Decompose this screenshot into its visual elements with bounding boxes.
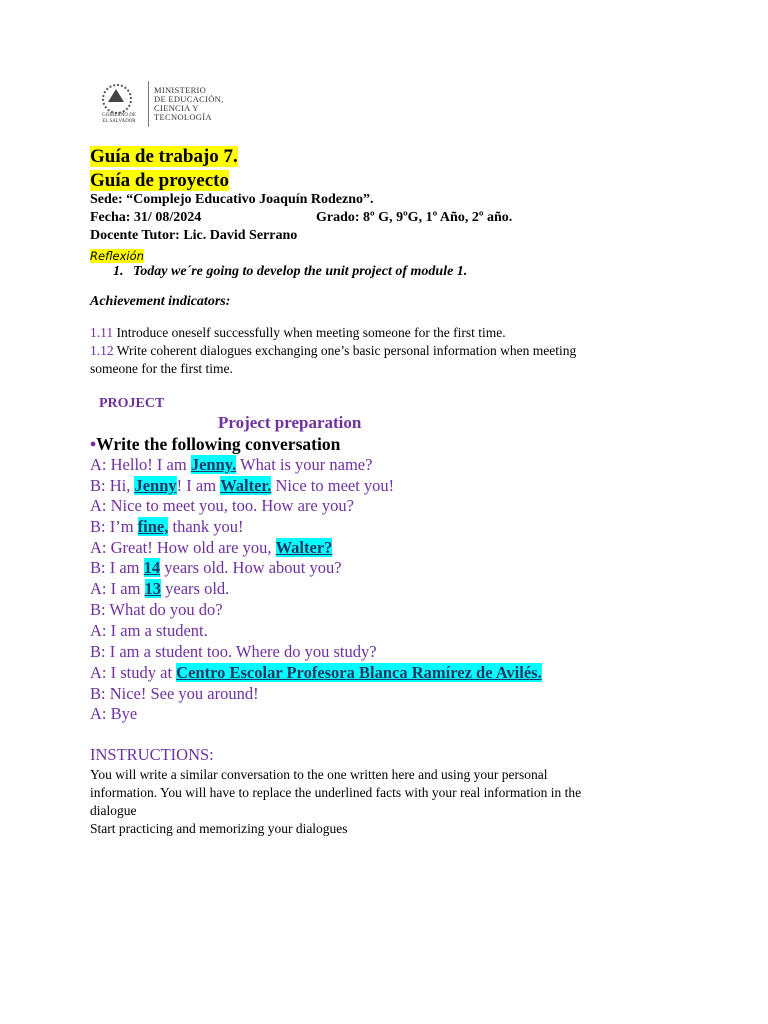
dialogue-text: A: Great! How old are you, [90,538,276,557]
dialogue-line: B: What do you do? [90,600,223,619]
indicator-1-text: Introduce oneself successfully when meeting someone for the first time. [113,325,506,340]
fact-name: Jenny [134,476,177,495]
objective-text: Today we´re going to develop the unit project of module 1. [133,264,468,279]
dialogue-line: B: I am a student too. Where do you study? [90,642,377,661]
sede-line: Sede: “Complejo Educativo Joaquín Rodezno”. [90,192,374,207]
dialogue-line: A: Nice to meet you, too. How are you? [90,496,354,515]
dialogue-line [90,455,372,475]
dialogue-text: Nice to meet you! [271,476,395,495]
fact-feeling: fine, [137,517,169,536]
docente-line: Docente Tutor: Lic. David Serrano [90,228,298,243]
indicator-2 [90,343,576,359]
dialogue-text: A: I study at [90,663,177,682]
ministry-logo [94,80,224,128]
write-heading: Write the following conversation [96,434,341,454]
dialogue-text: A: Hello! I am [90,455,191,474]
dialogue-text: B: I am [90,558,144,577]
indicator-2-number: 1.12 [90,343,114,358]
dialogue-text: years old. How about you? [160,558,342,577]
project-label: PROJECT [99,396,165,411]
dialogue-line [90,476,394,496]
objective-item [113,264,467,280]
ministry-line-2: DE EDUCACIÓN, [154,93,224,104]
achievement-heading: Achievement indicators: [90,294,231,309]
fact-school: Centro Escolar Profesora Blanca Ramírez de Avilés. [176,663,542,682]
indicator-2-text: Write coherent dialogues exchanging one’s basic personal information when meeting [113,343,577,358]
dialogue-text: ! I am [176,476,221,495]
dialogue-text: A: I am [90,579,145,598]
title-line-2: Guía de proyecto [90,170,229,191]
dialogue-line [90,558,342,578]
indicator-1 [90,325,506,341]
instructions-line: You will write a similar conversation to the one written here and using your personal [90,767,548,782]
title-line-1: Guía de trabajo 7. [90,146,238,167]
write-heading-line [90,434,340,455]
fact-age: 14 [143,558,161,577]
objective-number: 1. [113,264,124,279]
ministry-line-3: CIENCIA Y [154,103,199,113]
dialogue-line: A: Bye [90,704,138,723]
ministry-name [154,86,224,123]
dialogue-line [90,538,332,558]
reflexion-label: Reflexión [90,249,144,263]
indicator-1-number: 1.11 [90,325,114,340]
fact-name: Jenny. [190,455,237,474]
ministry-line-1: MINISTERIO [154,84,207,95]
logo-divider [148,81,149,127]
dialogue-text: B: Hi, [90,476,135,495]
dialogue-line [90,579,229,599]
bullet-icon: • [90,434,97,454]
instructions-line: information. You will have to replace the underlined facts with your real information in the [90,785,582,800]
dialogue-text: years old. [161,579,230,598]
dialogue-line [90,517,244,537]
coat-of-arms-icon [94,80,144,128]
dialogue-text: B: I’m [90,517,138,536]
dialogue-text: thank you! [168,517,244,536]
dialogue-text: What is your name? [236,455,373,474]
instructions-line: dialogue [90,803,137,818]
instructions-heading: INSTRUCTIONS: [90,745,214,764]
instructions-line: Start practicing and memorizing your dialogues [90,821,348,836]
project-preparation-heading: Project preparation [218,413,362,432]
dialogue-line [90,663,542,683]
fact-name: Walter? [275,538,333,557]
seal-text-line-2: EL SALVADOR [102,118,136,124]
grado-line: Grado: 8º G, 9ºG, 1º Año, 2º año. [316,210,513,225]
fact-name: Walter. [220,476,272,495]
fecha-line: Fecha: 31/ 08/2024 [90,210,202,225]
ministry-line-4: TECNOLOGÍA [154,112,212,123]
fact-age: 13 [144,579,162,598]
seal-text-line-1: GOBIERNO DE [102,113,136,118]
indicator-2-continuation: someone for the first time. [90,361,233,376]
dialogue-line: B: Nice! See you around! [90,684,259,703]
dialogue-line: A: I am a student. [90,621,208,640]
